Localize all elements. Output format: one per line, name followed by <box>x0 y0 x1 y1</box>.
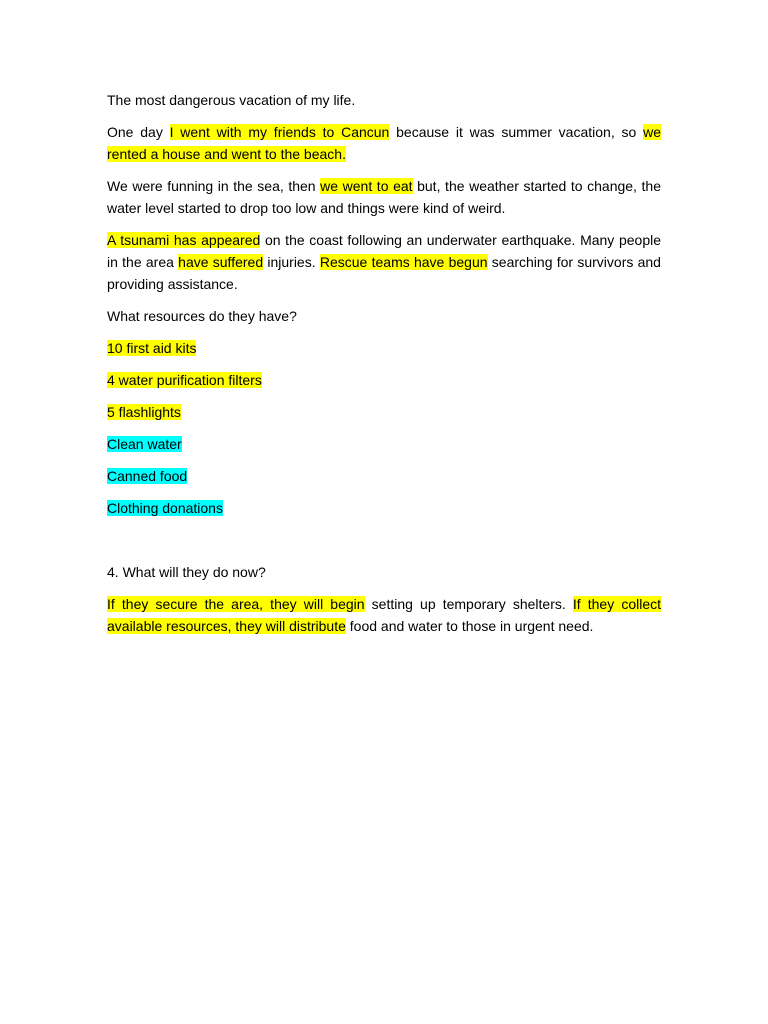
highlighted-text: 10 first aid kits <box>107 340 197 356</box>
highlighted-text: A tsunami has appeared <box>107 232 261 248</box>
blank-line <box>107 529 661 561</box>
highlighted-text: Rescue teams have begun <box>319 254 488 270</box>
resource-item <box>107 497 661 519</box>
paragraph-4 <box>107 593 661 637</box>
resource-item <box>107 401 661 423</box>
highlighted-text: If they collect available resources, they will distribute <box>107 596 661 634</box>
text-run: injuries. <box>263 254 320 270</box>
highlighted-text: I went with my friends to Cancun <box>169 124 390 140</box>
text-run: We were funning in the sea, then <box>107 178 321 194</box>
question-next-steps: 4. What will they do now? <box>107 564 266 580</box>
highlighted-text: we rented a house and went to the beach. <box>107 124 661 162</box>
text-run: setting up temporary shelters. <box>364 596 573 612</box>
highlighted-text: we went to eat <box>320 178 413 194</box>
highlighted-text: Clean water <box>107 436 182 452</box>
paragraph-1 <box>107 121 661 165</box>
highlighted-text: Canned food <box>107 468 188 484</box>
highlighted-text: Clothing donations <box>107 500 223 516</box>
question-resources: What resources do they have? <box>107 308 297 324</box>
document-title: The most dangerous vacation of my life. <box>107 92 356 108</box>
resource-item <box>107 465 661 487</box>
text-run: because it was summer vacation, so <box>389 124 644 140</box>
text-run: food and water to those in urgent need. <box>345 618 594 634</box>
highlighted-text: 4 water purification filters <box>107 372 262 388</box>
highlighted-text: If they secure the area, they will begin <box>107 596 365 612</box>
highlighted-text: 5 flashlights <box>107 404 181 420</box>
paragraph-2 <box>107 175 661 219</box>
text-run: One day <box>107 124 170 140</box>
resource-item <box>107 433 661 455</box>
resource-item <box>107 337 661 359</box>
resource-item <box>107 369 661 391</box>
text-run: searching for survivors and providing assistance. <box>107 254 661 292</box>
document-body <box>107 89 661 647</box>
paragraph-3 <box>107 229 661 295</box>
highlighted-text: have suffered <box>178 254 264 270</box>
text-run: but, the weather started to change, the water level started to drop too low and things were kind of weird. <box>107 178 661 216</box>
text-run: on the coast following an underwater earthquake. Many people in the area <box>107 232 661 270</box>
